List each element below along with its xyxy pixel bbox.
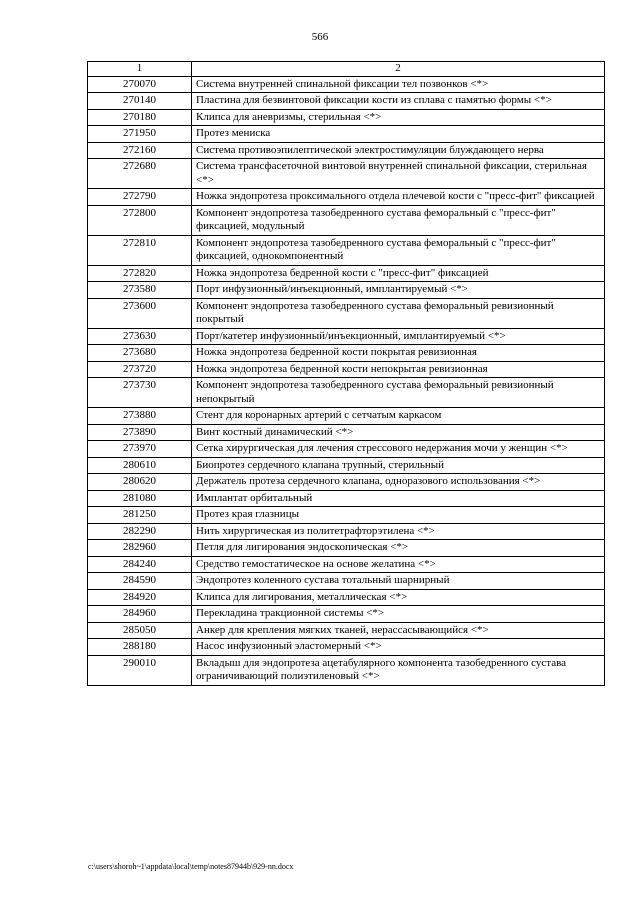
item-code: 282290 [88, 523, 192, 540]
item-name: Порт/катетер инфузионный/инъекционный, имплантируемый <*> [192, 328, 605, 345]
table-row [88, 142, 605, 159]
table-row [88, 573, 605, 590]
table-row [88, 639, 605, 656]
item-code: 273720 [88, 361, 192, 378]
table-row [88, 159, 605, 189]
item-code: 273890 [88, 424, 192, 441]
item-code: 272820 [88, 265, 192, 282]
item-name: Ножка эндопротеза бедренной кости непокрытая ревизионная [192, 361, 605, 378]
item-name: Компонент эндопротеза тазобедренного сустава феморальный ревизионный покрытый [192, 298, 605, 328]
table-row [88, 490, 605, 507]
item-name: Протез края глазницы [192, 507, 605, 524]
table-row [88, 265, 605, 282]
table-row [88, 298, 605, 328]
item-name: Средство гемостатическое на основе желатина <*> [192, 556, 605, 573]
item-code: 288180 [88, 639, 192, 656]
item-name: Анкер для крепления мягких тканей, нерассасывающийся <*> [192, 622, 605, 639]
column-header-name: 2 [192, 62, 605, 77]
table-row [88, 540, 605, 557]
item-name: Клипса для лигирования, металлическая <*> [192, 589, 605, 606]
table-row [88, 378, 605, 408]
table-row [88, 474, 605, 491]
item-name: Насос инфузионный эластомерный <*> [192, 639, 605, 656]
table-row [88, 126, 605, 143]
page-number: 566 [311, 31, 329, 43]
table-row [88, 622, 605, 639]
table-header-row [88, 62, 605, 77]
table-row [88, 235, 605, 265]
item-name: Система внутренней спинальной фиксации тел позвонков <*> [192, 76, 605, 93]
item-name: Сетка хирургическая для лечения стрессового недержания мочи у женщин <*> [192, 441, 605, 458]
item-name: Эндопротез коленного сустава тотальный шарнирный [192, 573, 605, 590]
column-header-code: 1 [88, 62, 192, 77]
item-code: 284960 [88, 606, 192, 623]
item-name: Биопротез сердечного клапана трупный, стерильный [192, 457, 605, 474]
item-code: 272160 [88, 142, 192, 159]
item-name: Стент для коронарных артерий с сетчатым каркасом [192, 408, 605, 425]
item-name: Ножка эндопротеза бедренной кости с "пресс-фит" фиксацией [192, 265, 605, 282]
table-row [88, 655, 605, 685]
table-row [88, 457, 605, 474]
item-code: 273680 [88, 345, 192, 362]
item-name: Винт костный динамический <*> [192, 424, 605, 441]
item-code: 290010 [88, 655, 192, 685]
item-code: 273580 [88, 282, 192, 299]
table-row [88, 345, 605, 362]
item-name: Порт инфузионный/инъекционный, имплантируемый <*> [192, 282, 605, 299]
item-name: Компонент эндопротеза тазобедренного сустава феморальный ревизионный непокрытый [192, 378, 605, 408]
item-code: 272790 [88, 189, 192, 206]
item-code: 273730 [88, 378, 192, 408]
item-code: 282960 [88, 540, 192, 557]
item-code: 272810 [88, 235, 192, 265]
item-name: Перекладина тракционной системы <*> [192, 606, 605, 623]
item-name: Компонент эндопротеза тазобедренного сустава феморальный с "пресс-фит" фиксацией, однокомпонентный [192, 235, 605, 265]
item-code: 285050 [88, 622, 192, 639]
item-code: 273880 [88, 408, 192, 425]
table-row [88, 361, 605, 378]
item-name: Нить хирургическая из политетрафторэтилена <*> [192, 523, 605, 540]
item-name: Ножка эндопротеза бедренной кости покрытая ревизионная [192, 345, 605, 362]
table-row [88, 109, 605, 126]
item-code: 280610 [88, 457, 192, 474]
item-name: Имплантат орбитальный [192, 490, 605, 507]
table-row [88, 556, 605, 573]
item-code: 281080 [88, 490, 192, 507]
item-code: 280620 [88, 474, 192, 491]
item-code: 271950 [88, 126, 192, 143]
table-row [88, 424, 605, 441]
item-code: 273970 [88, 441, 192, 458]
item-code: 272680 [88, 159, 192, 189]
table-row [88, 441, 605, 458]
table-row [88, 205, 605, 235]
item-code: 284920 [88, 589, 192, 606]
item-code: 281250 [88, 507, 192, 524]
item-name: Ножка эндопротеза проксимального отдела плечевой кости с "пресс-фит" фиксацией [192, 189, 605, 206]
item-name: Петля для лигирования эндоскопическая <*> [192, 540, 605, 557]
item-code: 270140 [88, 93, 192, 110]
item-code: 270070 [88, 76, 192, 93]
item-name: Система противоэпилептической электростимуляции блуждающего нерва [192, 142, 605, 159]
table-row [88, 408, 605, 425]
table-row [88, 189, 605, 206]
codes-table [87, 61, 605, 686]
item-code: 273630 [88, 328, 192, 345]
table-row [88, 523, 605, 540]
item-code: 272800 [88, 205, 192, 235]
document-path: c:\users\shoroh~1\appdata\local\temp\notes87944b\929-nn.docx [88, 862, 294, 871]
table-row [88, 606, 605, 623]
table-row [88, 93, 605, 110]
item-name: Вкладыш для эндопротеза ацетабулярного компонента тазобедренного сустава ограничивающий полиэтиленовый <*> [192, 655, 605, 685]
table-row [88, 589, 605, 606]
item-code: 284590 [88, 573, 192, 590]
table-row [88, 507, 605, 524]
item-name: Система трансфасеточной винтовой внутренней спинальной фиксации, стерильная <*> [192, 159, 605, 189]
item-code: 270180 [88, 109, 192, 126]
item-name: Компонент эндопротеза тазобедренного сустава феморальный с "пресс-фит" фиксацией, модульный [192, 205, 605, 235]
table-row [88, 328, 605, 345]
item-code: 273600 [88, 298, 192, 328]
item-name: Пластина для безвинтовой фиксации кости из сплава с памятью формы <*> [192, 93, 605, 110]
item-name: Протез мениска [192, 126, 605, 143]
item-name: Клипса для аневризмы, стерильная <*> [192, 109, 605, 126]
item-name: Держатель протеза сердечного клапана, одноразового использования <*> [192, 474, 605, 491]
table-row [88, 282, 605, 299]
table-row [88, 76, 605, 93]
item-code: 284240 [88, 556, 192, 573]
